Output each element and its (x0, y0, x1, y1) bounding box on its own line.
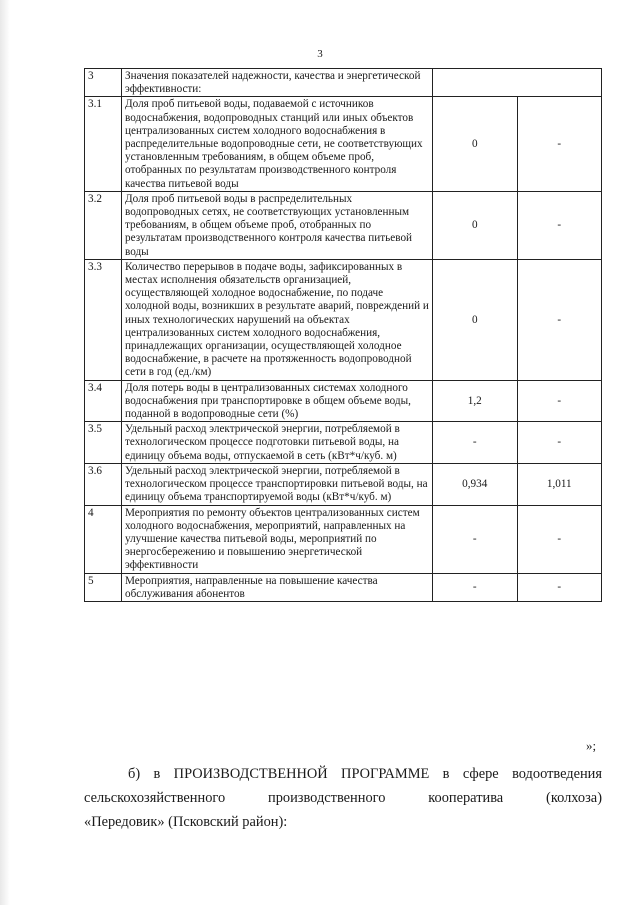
row-value-1: - (433, 505, 518, 573)
table-row (85, 505, 602, 573)
indicator-table-body (85, 69, 602, 602)
row-description: Мероприятия по ремонту объектов централизованных систем холодного водоснабжения, мероприятий, направленных на улучшение качества питьевой воды, мероприятий по энергосбережению и повышению энергетической эффективности (122, 505, 433, 573)
paragraph-line-2: сельскохозяйственного производственного кооператива (колхоза) (84, 790, 602, 806)
indicator-table (84, 68, 602, 602)
row-description: Доля проб питьевой воды в распределительных водопроводных сетях, не соответствующих установленным требованиям, в общем объеме проб, отобранных по результатам производственного контроля качества питьевой воды (122, 191, 433, 259)
row-value-2: - (517, 505, 602, 573)
row-value-1: - (433, 422, 518, 464)
row-value-1: - (433, 573, 518, 601)
table-row (85, 97, 602, 191)
row-description: Количество перерывов в подаче воды, зафиксированных в местах исполнения обязательств организацией, осуществляющей холодное водоснабжение, по подаче холодной воды, возникших в результате аварий, повреждений и иных технологических нарушений на объектах централизованных систем холодного водоснабжения, принадлежащих организации, осуществляющей холодное водоснабжение, в расчете на протяженность водопроводной сети в год (ед./км) (122, 259, 433, 380)
paragraph-line-1: б) в ПРОИЗВОДСТВЕННОЙ ПРОГРАММЕ в сфере водоотведения (128, 766, 602, 782)
row-value-2: - (517, 97, 602, 191)
table-row (85, 573, 602, 601)
row-description: Мероприятия, направленные на повышение качества обслуживания абонентов (122, 573, 433, 601)
row-description: Удельный расход электрической энергии, потребляемой в технологическом процессе транспортировки питьевой воды, на единицу объема транспортируемой воды (кВт*ч/куб. м) (122, 463, 433, 505)
row-value-1: 1,2 (433, 380, 518, 422)
row-value-1: 0 (433, 97, 518, 191)
page-number: 3 (317, 48, 323, 60)
row-number: 3.5 (85, 422, 122, 464)
row-value-1: 0 (433, 191, 518, 259)
paragraph-line-3: «Передовик» (Псковский район): (84, 814, 288, 830)
row-description: Удельный расход электрической энергии, потребляемой в технологическом процессе подготовки питьевой воды, на единицу объема воды, отпускаемой в сеть (кВт*ч/куб. м) (122, 422, 433, 464)
row-number: 3.3 (85, 259, 122, 380)
row-value-1: 0,934 (433, 463, 518, 505)
row-description: Доля проб питьевой воды, подаваемой с источников водоснабжения, водопроводных станций или иных объектов централизованных систем холодного водоснабжения в распределительные водопроводные сети, не соответствующих установленным требованиям, в общем объеме проб, отобранных по результатам производственного контроля качества питьевой воды (122, 97, 433, 191)
row-value-2: - (517, 380, 602, 422)
row-value-2: - (517, 191, 602, 259)
row-number: 3.2 (85, 191, 122, 259)
row-description: Значения показателей надежности, качества и энергетической эффективности: (122, 69, 433, 97)
table-row (85, 69, 602, 97)
table-row (85, 380, 602, 422)
table-row (85, 191, 602, 259)
closing-quote: »; (586, 738, 597, 753)
row-number: 3.6 (85, 463, 122, 505)
table-row (85, 463, 602, 505)
row-value-2: - (517, 422, 602, 464)
row-description: Доля потерь воды в централизованных системах холодного водоснабжения при транспортировке в общем объеме воды, поданной в водопроводные сети (%) (122, 380, 433, 422)
row-value-1: 0 (433, 259, 518, 380)
table-row (85, 422, 602, 464)
row-value-2: 1,011 (517, 463, 602, 505)
row-number: 3 (85, 69, 122, 97)
scan-edge (0, 0, 10, 905)
row-number: 3.1 (85, 97, 122, 191)
row-value-2: - (517, 259, 602, 380)
table-row (85, 259, 602, 380)
row-number: 4 (85, 505, 122, 573)
row-number: 5 (85, 573, 122, 601)
row-number: 3.4 (85, 380, 122, 422)
row-value-merged (433, 69, 602, 97)
row-value-2: - (517, 573, 602, 601)
